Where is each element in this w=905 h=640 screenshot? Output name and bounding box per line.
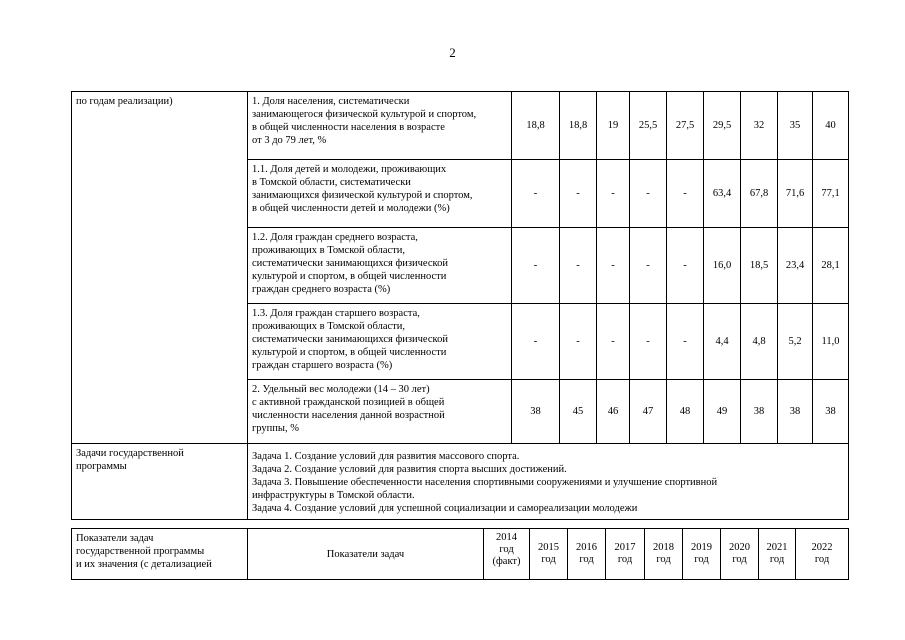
indicator-value: 4,8	[741, 304, 778, 380]
indicator-name-line: проживающих в Томской области,	[252, 245, 405, 256]
indicator-name-line: в общей численности населения в возрасте	[252, 122, 445, 133]
indicators-header-row	[72, 529, 849, 580]
year-header	[606, 529, 645, 580]
indicator-value: -	[630, 160, 667, 228]
indicators-table	[71, 91, 849, 520]
indicator-name-line: в Томской области, систематически	[252, 177, 411, 188]
indicator-value: 35	[778, 92, 813, 160]
indicator-value: -	[560, 228, 597, 304]
indicator-value: 47	[630, 380, 667, 444]
tasks-label-line: Задачи государственной	[76, 448, 184, 459]
indicator-value: 27,5	[667, 92, 704, 160]
year-header	[568, 529, 606, 580]
indicator-value: -	[512, 160, 560, 228]
year-header	[759, 529, 796, 580]
indicator-name-line: занимающегося физической культурой и спортом,	[252, 109, 477, 120]
year-number: 2022	[811, 542, 833, 553]
indicator-name	[248, 92, 512, 160]
year-header-line: год	[499, 544, 514, 555]
indicator-value: -	[630, 304, 667, 380]
indicator-value: 67,8	[741, 160, 778, 228]
year-number: 2020	[729, 542, 750, 553]
year-number: 2015	[538, 542, 559, 553]
task-item: Задача 3. Повышение обеспеченности населения спортивными сооружениями и улучшение спортивной	[252, 477, 718, 488]
indicator-name-line: от 3 до 79 лет, %	[252, 135, 327, 146]
indicator-value: -	[667, 304, 704, 380]
year-number: 2017	[614, 542, 636, 553]
indicator-value: 18,5	[741, 228, 778, 304]
indicator-name	[248, 228, 512, 304]
indicator-name-line: 1.3. Доля граждан старшего возраста,	[252, 308, 420, 319]
year-suffix: год	[541, 554, 556, 565]
indicator-name-line: с активной гражданской позицией в общей	[252, 397, 445, 408]
indicator-name	[248, 304, 512, 380]
indicator-name-line: 1.2. Доля граждан среднего возраста,	[252, 232, 418, 243]
indicator-value: 63,4	[704, 160, 741, 228]
year-suffix: год	[814, 554, 830, 565]
indicator-name	[248, 380, 512, 444]
indicators-header-table	[71, 528, 849, 580]
indicators-column-title: Показатели задач	[248, 529, 484, 580]
indicator-value: 19	[597, 92, 630, 160]
indicator-value: -	[667, 160, 704, 228]
indicator-name-line: систематически занимающихся физической	[252, 258, 448, 269]
indicator-value: 28,1	[813, 228, 849, 304]
year-suffix: год	[579, 554, 594, 565]
indicator-value: 11,0	[813, 304, 849, 380]
indicator-name-line: граждан старшего возраста (%)	[252, 360, 393, 371]
tasks-list	[248, 444, 849, 520]
indicator-value: 38	[813, 380, 849, 444]
indicator-value: -	[597, 228, 630, 304]
indicator-name-line: численности населения данной возрастной	[252, 410, 445, 421]
task-item: Задача 1. Создание условий для развития массового спорта.	[252, 451, 520, 462]
year-number: 2016	[576, 542, 597, 553]
indicator-value: 46	[597, 380, 630, 444]
indicators-section-label	[72, 529, 248, 580]
year-suffix: год	[732, 554, 747, 565]
indicator-value: -	[667, 228, 704, 304]
indicator-name-line: граждан среднего возраста (%)	[252, 284, 391, 295]
year-suffix: год	[617, 554, 633, 565]
period-text: по годам реализации)	[76, 96, 173, 107]
tasks-label	[72, 444, 248, 520]
indicators-label-line: государственной программы	[76, 546, 205, 557]
indicator-value: -	[630, 228, 667, 304]
indicator-value: 29,5	[704, 92, 741, 160]
indicator-value: -	[560, 160, 597, 228]
indicator-value: 38	[778, 380, 813, 444]
indicator-value: 4,4	[704, 304, 741, 380]
year-suffix: год	[769, 554, 785, 565]
indicator-value: 71,6	[778, 160, 813, 228]
year-header-2014	[484, 529, 530, 580]
indicator-value: 5,2	[778, 304, 813, 380]
indicator-value: 25,5	[630, 92, 667, 160]
indicator-value: 49	[704, 380, 741, 444]
year-suffix: год	[656, 554, 671, 565]
task-item: инфраструктуры в Томской области.	[252, 490, 415, 501]
indicator-name-line: культурой и спортом, в общей численности	[252, 271, 447, 282]
indicator-name-line: 2. Удельный вес молодежи (14 – 30 лет)	[252, 384, 430, 395]
year-number: 2018	[653, 542, 674, 553]
indicator-name-line: 1.1. Доля детей и молодежи, проживающих	[252, 164, 447, 175]
indicator-name-line: культурой и спортом, в общей численности	[252, 347, 447, 358]
tasks-row	[72, 444, 849, 520]
year-header	[796, 529, 849, 580]
indicator-row	[72, 92, 849, 160]
indicator-value: -	[512, 228, 560, 304]
indicator-value: 16,0	[704, 228, 741, 304]
indicator-value: 18,8	[560, 92, 597, 160]
indicator-name-line: проживающих в Томской области,	[252, 321, 405, 332]
indicator-value: -	[597, 304, 630, 380]
indicator-value: -	[560, 304, 597, 380]
task-item: Задача 4. Создание условий для успешной социализации и самореализации молодежи	[252, 503, 638, 514]
year-header	[721, 529, 759, 580]
indicator-name	[248, 160, 512, 228]
indicator-name-line: занимающихся физической культурой и спортом,	[252, 190, 473, 201]
year-header	[530, 529, 568, 580]
indicator-value: 23,4	[778, 228, 813, 304]
year-header	[645, 529, 683, 580]
year-number: 2021	[766, 542, 788, 553]
indicator-name-line: систематически занимающихся физической	[252, 334, 448, 345]
year-header-line: 2014	[496, 532, 517, 543]
task-item: Задача 2. Создание условий для развития спорта высших достижений.	[252, 464, 567, 475]
period-text-cell	[72, 92, 248, 444]
indicator-value: 18,8	[512, 92, 560, 160]
indicator-value: -	[512, 304, 560, 380]
indicators-label-line: Показатели задач	[76, 533, 154, 544]
indicator-value: 48	[667, 380, 704, 444]
indicator-name-line: в общей численности детей и молодежи (%)	[252, 203, 450, 214]
indicator-value: 77,1	[813, 160, 849, 228]
year-number: 2019	[691, 542, 712, 553]
indicator-value: 32	[741, 92, 778, 160]
indicator-value: 45	[560, 380, 597, 444]
indicator-value: -	[597, 160, 630, 228]
tasks-label-line: программы	[76, 461, 127, 472]
year-header-line: (факт)	[492, 556, 521, 567]
indicator-value: 40	[813, 92, 849, 160]
indicators-label-line: и их значения (с детализацией	[76, 559, 212, 570]
page-number: 2	[449, 45, 456, 60]
indicator-name-line: группы, %	[252, 423, 299, 434]
indicator-name-line: 1. Доля населения, систематически	[252, 96, 410, 107]
indicator-value: 38	[741, 380, 778, 444]
indicator-value: 38	[512, 380, 560, 444]
year-header	[683, 529, 721, 580]
year-suffix: год	[694, 554, 709, 565]
